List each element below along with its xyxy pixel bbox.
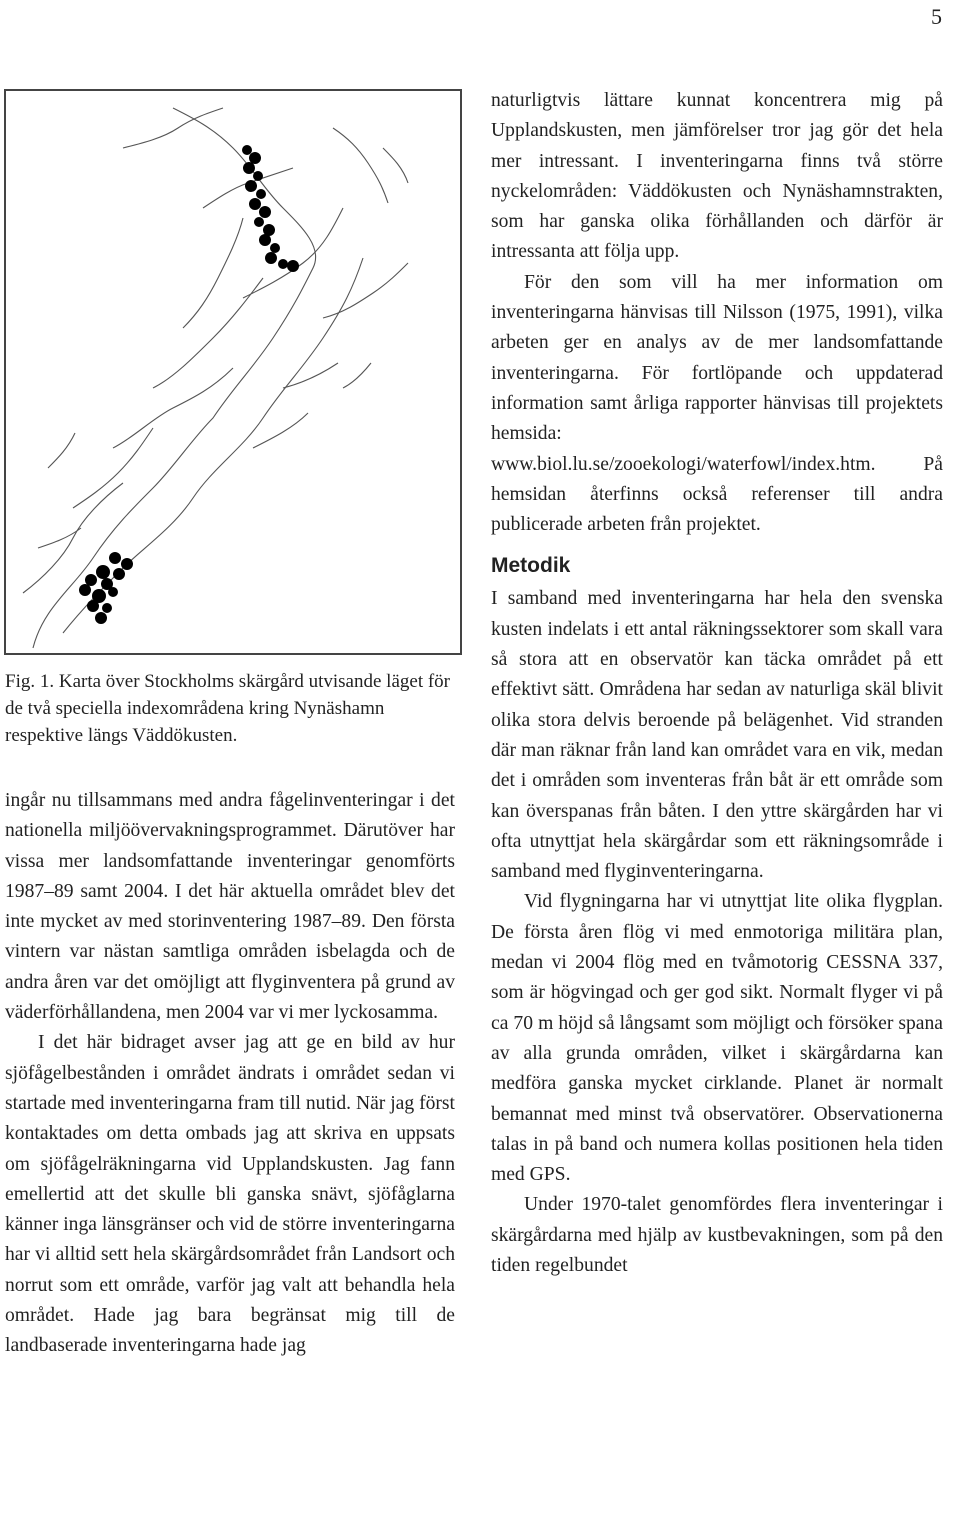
coastline — [343, 363, 371, 388]
body-paragraph: Vid flygningarna har vi utnyttjat lite olika flygplan. De första åren flög vi med enmotoriga militära plan, medan vi 2004 flög med en tvåmotorig CESSNA 337, som är högvingad och ger god sikt. Normalt flyger vi på ca 70 m höjd så långsamt som möjligt och försöker spana av alla grunda områden, vilket i skärgårdarna kan medföra ganska mycket cirklande. Planet är normalt bemannat med minst två observatörer. Observationerna talas in på band och numera kollas positionen hela tiden med GPS. — [491, 891, 943, 1186]
survey-dot — [95, 612, 107, 624]
coastline — [283, 363, 338, 388]
survey-dot — [278, 259, 288, 269]
index-area-dots-south — [79, 552, 133, 624]
survey-dot — [245, 180, 257, 192]
survey-dot — [249, 198, 261, 210]
figure-caption: Fig. 1. Karta över Stockholms skärgård utvisande läget för de två speciella indexområdena kring Nynäshamn respektive längs Väddökusten. — [5, 671, 450, 746]
survey-dot — [287, 260, 299, 272]
survey-dot — [109, 552, 121, 564]
coastline — [33, 108, 316, 648]
survey-dot — [85, 574, 97, 586]
coastline — [38, 528, 81, 548]
coastline — [323, 263, 408, 318]
survey-dot — [256, 189, 266, 199]
survey-dot — [87, 600, 99, 612]
coastline — [383, 148, 408, 183]
coastline — [253, 413, 308, 448]
survey-dot — [249, 152, 261, 164]
right-column — [491, 86, 943, 1281]
survey-dot — [242, 145, 252, 155]
body-paragraph: I det här bidraget avser jag att ge en bild av hur sjöfågelbestånden i området ändrats i området sedan vi startade med inventeringarna fram till nutid. När jag först kontaktades om detta ombads jag att skriva en uppsats om sjöfågelräkningarna vid Upplandskusten. Jag fann emellertid att det skulle bli ganska snävt, sjöfåglarna känner inga länsgränser och vid de större inventeringarna har vi alltid sett hela skärgårdsområdet från Landsort och norrut som ett område, varför jag valt att behandla hela området. Hade jag bara begränsat mig till de landbaserade inventeringarna hade jag — [5, 1032, 455, 1357]
coastline-outlines — [23, 108, 408, 648]
page-number: 5 — [931, 4, 942, 29]
survey-dot — [96, 565, 110, 579]
index-area-dots-north — [242, 145, 299, 272]
survey-dot — [259, 234, 271, 246]
survey-dot — [108, 587, 118, 597]
survey-dot — [254, 217, 264, 227]
archipelago-map-svg — [3, 88, 463, 656]
body-paragraph: naturligtvis lättare kunnat koncentrera mig på Upplandskusten, men jämförelser tror jag gör det hela mer intressant. I inventeringarna finns två större nyckelområden: Väddökusten och Nynäshamnstrakten, som har ganska olika förhållanden och därför är intressanta att följa upp. — [491, 90, 943, 263]
coastline — [333, 128, 388, 203]
survey-dot — [102, 603, 112, 613]
survey-dot — [259, 206, 271, 218]
left-column — [5, 786, 455, 1362]
survey-dot — [265, 252, 277, 264]
survey-dot — [113, 568, 125, 580]
body-paragraph: Under 1970-talet genomfördes flera inventeringar i skärgårdarna med hjälp av kustbevakningen, som på den tiden regelbundet — [491, 1194, 943, 1276]
survey-dot — [253, 171, 263, 181]
survey-dot — [243, 162, 255, 174]
coastline — [153, 278, 263, 388]
section-heading-metodik: Metodik — [491, 554, 571, 578]
survey-dot — [79, 584, 91, 596]
map-frame — [5, 90, 461, 654]
survey-dot — [121, 558, 133, 570]
coastline — [73, 428, 153, 508]
survey-dot — [270, 243, 280, 253]
coastline — [113, 368, 233, 448]
body-paragraph: I samband med inventeringarna har hela den svenska kusten indelats i ett antal räkningssektorer som skall vara så stora att en observatör kan täcka området på ett effektivt sätt. Områdena har sedan av naturliga skäl blivit olika stora delvis beroende på belägenhet. Vid stranden där man räknar från land kan området vara en vik, medan det i områden som inventeras från båt är ett område som kan överspanas från båten. I den yttre skärgården har vi ofta utnyttjat hela skärgårdar som ett räkningsområde i samband med flyginventeringarna. — [491, 588, 943, 883]
body-paragraph: ingår nu tillsammans med andra fågelinventeringar i det nationella miljöövervakningsprogrammet. Därutöver har vissa mer landsomfattande inventeringar genomförts 1987–89 samt 2004. I det här aktuella området blev det inte mycket av med storinventering 1987–89. Den första vintern var nästan samtliga områden isbelagda och de andra åren var det omöjligt att flyginventera på grund av väderförhållandena, men 2004 var vi mer lyckosamma. — [5, 790, 455, 1024]
coastline — [183, 218, 243, 328]
archipelago-map — [3, 88, 463, 656]
body-paragraph: För den som vill ha mer information om inventeringarna hänvisas till Nilsson (1975, 1991), vilka arbeten ger en analys av de mer landsomfattande inventeringarna. För fortlöpande och uppdaterad information samt årliga rapporter hänvisas till projektets hemsida: www.biol.lu.se/zooekologi/waterfowl/index.htm. På hemsidan återfinns också referenser till andra publicerade arbeten från projektet. — [491, 271, 943, 536]
coastline — [48, 433, 75, 468]
